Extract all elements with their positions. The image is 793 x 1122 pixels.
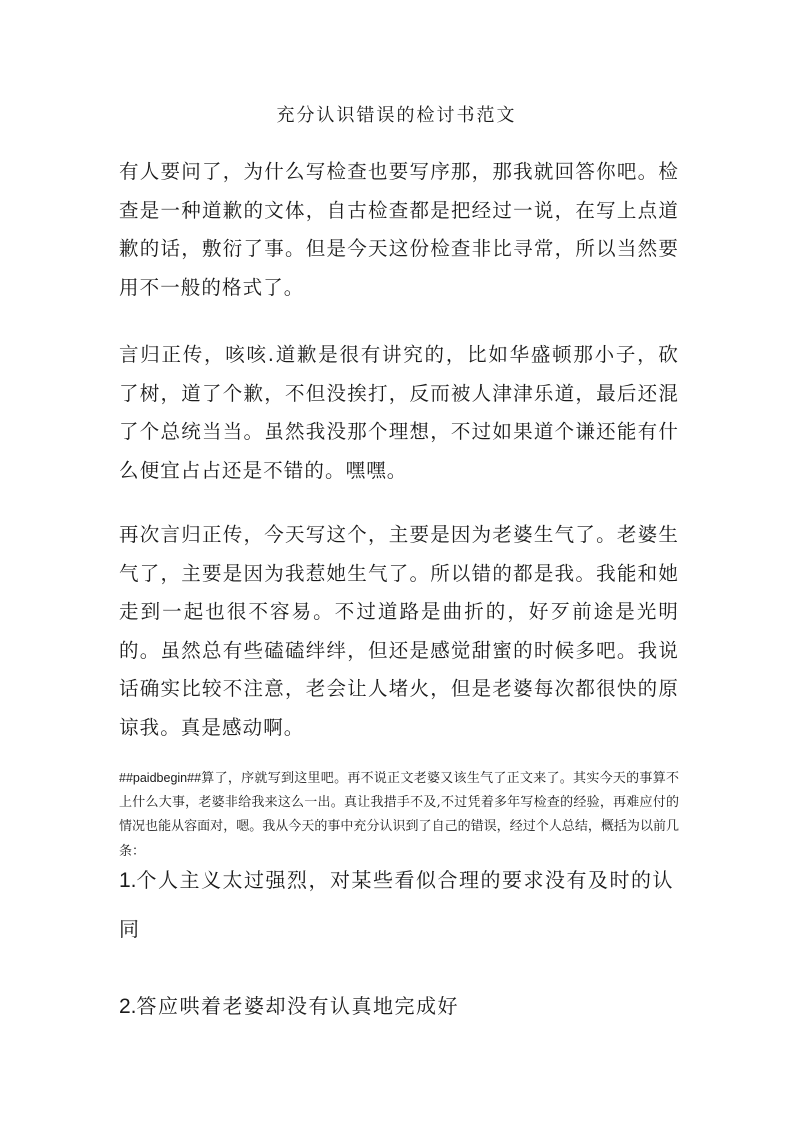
list-item-text: 个人主义太过强烈，对某些看似合理的要求没有及时的认同 (119, 868, 675, 941)
paragraph-washington: 言归正传，咳咳.道歉是很有讲究的，比如华盛顿那小子，砍了树，道了个歉，不但没挨打，反而被人津津乐道，最后还混了个总统当当。虽然我没那个理想，不过如果道个谦还能有什么便宜占占还是不错的。嘿嘿。 (119, 343, 679, 482)
paragraph-reason: 再次言归正传，今天写这个，主要是因为老婆生气了。老婆生气了，主要是因为我惹她生气了。所以错的都是我。我能和她走到一起也很不容易。不过道路是曲折的，好歹前途是光明的。虽然总有些磕磕绊绊，但还是感觉甜蜜的时候多吧。我说话确实比较不注意，老会让人堵火，但是老婆每次都很快的原谅我。真是感动啊。 (119, 523, 679, 739)
list-item-text: 答应哄着老婆却没有认真地完成好 (136, 994, 460, 1018)
list-item (119, 856, 679, 953)
paid-marker: ##paidbegin## (119, 771, 202, 785)
list-item-number: 1. (119, 869, 137, 892)
list-item-number: 2. (119, 995, 137, 1018)
document-title: 充分认识错误的检讨书范文 (276, 105, 517, 126)
list-item (119, 982, 679, 1031)
summary-text: 算了，序就写到这里吧。再不说正文老婆又该生气了正文来了。其实今天的事算不上什么大事，老婆非给我来这么一出。真让我措手不及,不过凭着多年写检查的经验，再难应付的情况也能从容面对，嗯。我从今天的事中充分认识到了自己的错误，经过个人总结，概括为以前几条： (119, 771, 679, 859)
paragraph-intro: 有人要问了，为什么写检查也要写序那，那我就回答你吧。检查是一种道歉的文体，自古检查都是把经过一说，在写上点道歉的话，敷衍了事。但是今天这份检查非比寻常，所以当然要用不一般的格式了。 (119, 160, 679, 299)
summary-paragraph (119, 766, 679, 864)
